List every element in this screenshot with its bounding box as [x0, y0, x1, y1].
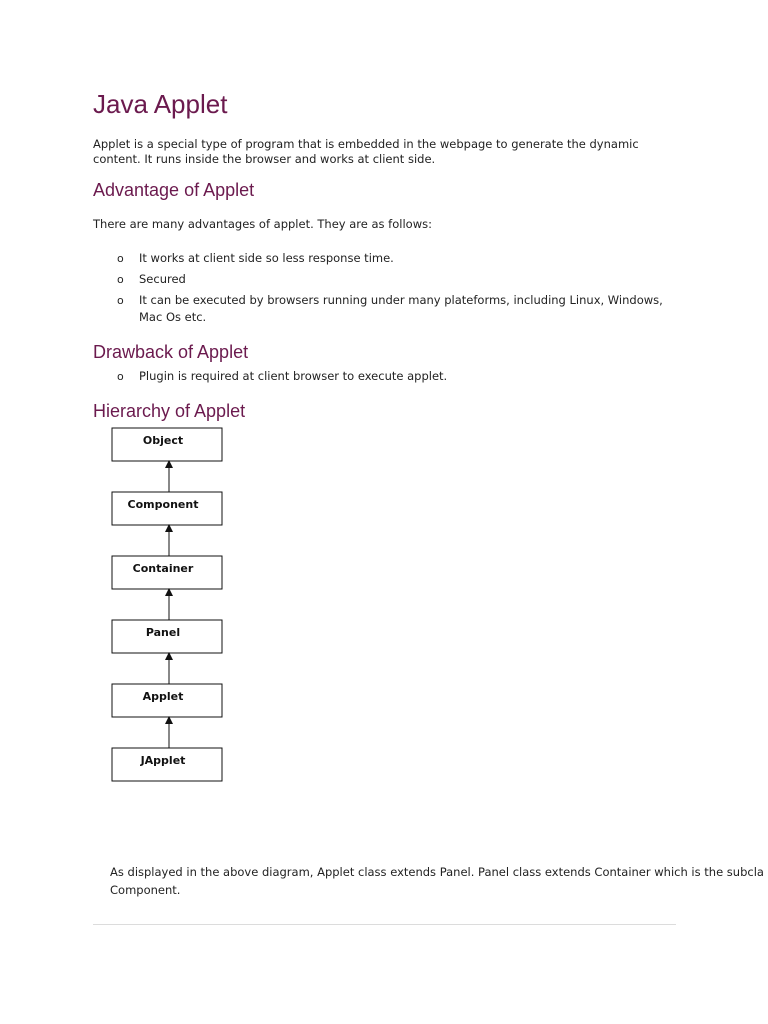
drawback-heading: Drawback of Applet	[93, 342, 249, 362]
class-label: Container	[132, 562, 194, 575]
class-label: Object	[142, 434, 184, 447]
bullet-marker: o	[117, 273, 124, 286]
hierarchy-diagram	[100, 424, 240, 788]
hierarchy-svg	[100, 424, 240, 788]
class-label: Applet	[142, 690, 184, 703]
intro-line-1: Applet is a special type of program that is embedded in the webpage to generate the dynamic	[93, 137, 639, 151]
list-item-text: Secured	[139, 272, 186, 286]
advantage-lead: There are many advantages of applet. They are as follows:	[93, 217, 432, 231]
class-label: Component	[127, 498, 199, 511]
hierarchy-heading: Hierarchy of Applet	[93, 401, 246, 421]
bullet-marker: o	[117, 294, 124, 307]
list-item-text: It works at client side so less response time.	[139, 251, 394, 265]
footer-line-1: As displayed in the above diagram, Applet class extends Panel. Panel class extends Container which is the subcla	[110, 865, 764, 879]
advantage-list	[93, 250, 693, 330]
class-label: JApplet	[140, 754, 186, 767]
list-item	[93, 250, 693, 267]
footer-paragraph	[110, 863, 768, 899]
advantage-heading: Advantage of Applet	[93, 180, 255, 200]
bullet-marker: o	[117, 370, 124, 383]
list-item-text: Plugin is required at client browser to execute applet.	[139, 369, 448, 383]
intro-paragraph	[93, 137, 713, 167]
list-item	[93, 368, 693, 385]
page-title: Java Applet	[93, 89, 228, 119]
intro-line-2: content. It runs inside the browser and works at client side.	[93, 152, 436, 166]
bullet-marker: o	[117, 252, 124, 265]
drawback-list	[93, 368, 693, 389]
list-item-text: It can be executed by browsers running under many plateforms, including Linux, Windows,	[139, 293, 663, 307]
list-item-text-continued: Mac Os etc.	[139, 310, 207, 324]
footer-line-2: Component.	[110, 883, 181, 897]
list-item	[93, 292, 693, 326]
class-label: Panel	[145, 626, 181, 639]
list-item	[93, 271, 693, 288]
horizontal-divider	[93, 924, 676, 925]
